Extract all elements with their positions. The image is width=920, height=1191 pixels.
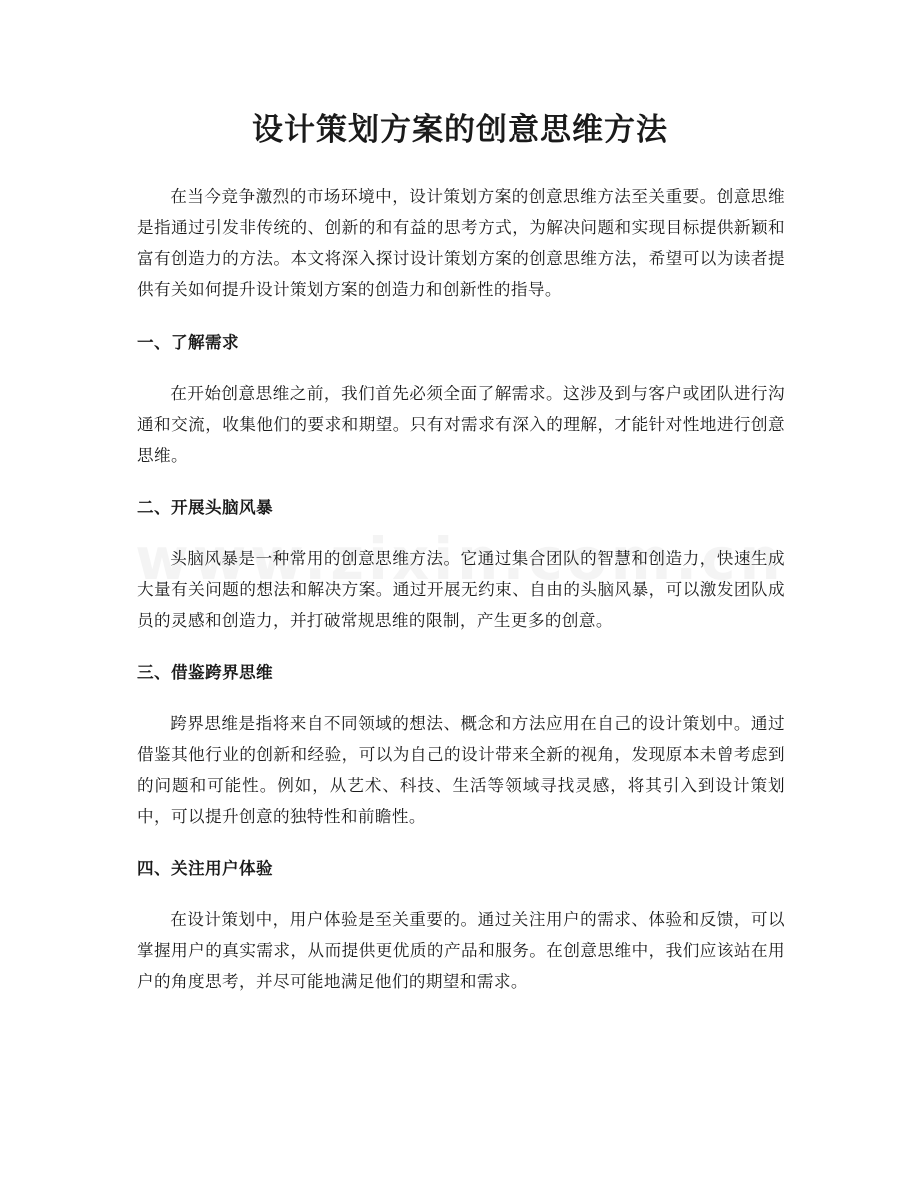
document-title: 设计策划方案的创意思维方法 <box>252 112 668 148</box>
section-heading-2: 二、开展头脑风暴 <box>137 498 273 517</box>
section-paragraph-3: 跨界思维是指将来自不同领域的想法、概念和方法应用在自己的设计策划中。通过借鉴其他行业的创新和经验，可以为自己的设计带来全新的视角，发现原本未曾考虑到的问题和可能性。例如，从艺术、科技、生活等领域寻找灵感，将其引入到设计策划中，可以提升创意的独特性和前瞻性。 <box>137 714 785 826</box>
intro-paragraph: 在当今竞争激烈的市场环境中，设计策划方案的创意思维方法至关重要。创意思维是指通过引发非传统的、创新的和有益的思考方式，为解决问题和实现目标提供新颖和富有创造力的方法。本文将深入探讨设计策划方案的创意思维方法，希望可以为读者提供有关如何提升设计策划方案的创造力和创新性的指导。 <box>137 187 785 299</box>
section-heading-3: 三、借鉴跨界思维 <box>137 663 273 682</box>
document-body <box>137 181 785 997</box>
section-paragraph-4: 在设计策划中，用户体验是至关重要的。通过关注用户的需求、体验和反馈，可以掌握用户的真实需求，从而提供更优质的产品和服务。在创意思维中，我们应该站在用户的角度思考，并尽可能地满足他们的期望和需求。 <box>137 910 785 991</box>
section-heading-4: 四、关注用户体验 <box>137 859 273 878</box>
section-paragraph-1: 在开始创意思维之前，我们首先必须全面了解需求。这涉及到与客户或团队进行沟通和交流，收集他们的要求和期望。只有对需求有深入的理解，才能针对性地进行创意思维。 <box>137 384 785 465</box>
section-paragraph-2: 头脑风暴是一种常用的创意思维方法。它通过集合团队的智慧和创造力，快速生成大量有关问题的想法和解决方案。通过开展无约束、自由的头脑风暴，可以激发团队成员的灵感和创造力，并打破常规思维的限制，产生更多的创意。 <box>137 549 785 630</box>
section-heading-1: 一、了解需求 <box>137 333 239 352</box>
